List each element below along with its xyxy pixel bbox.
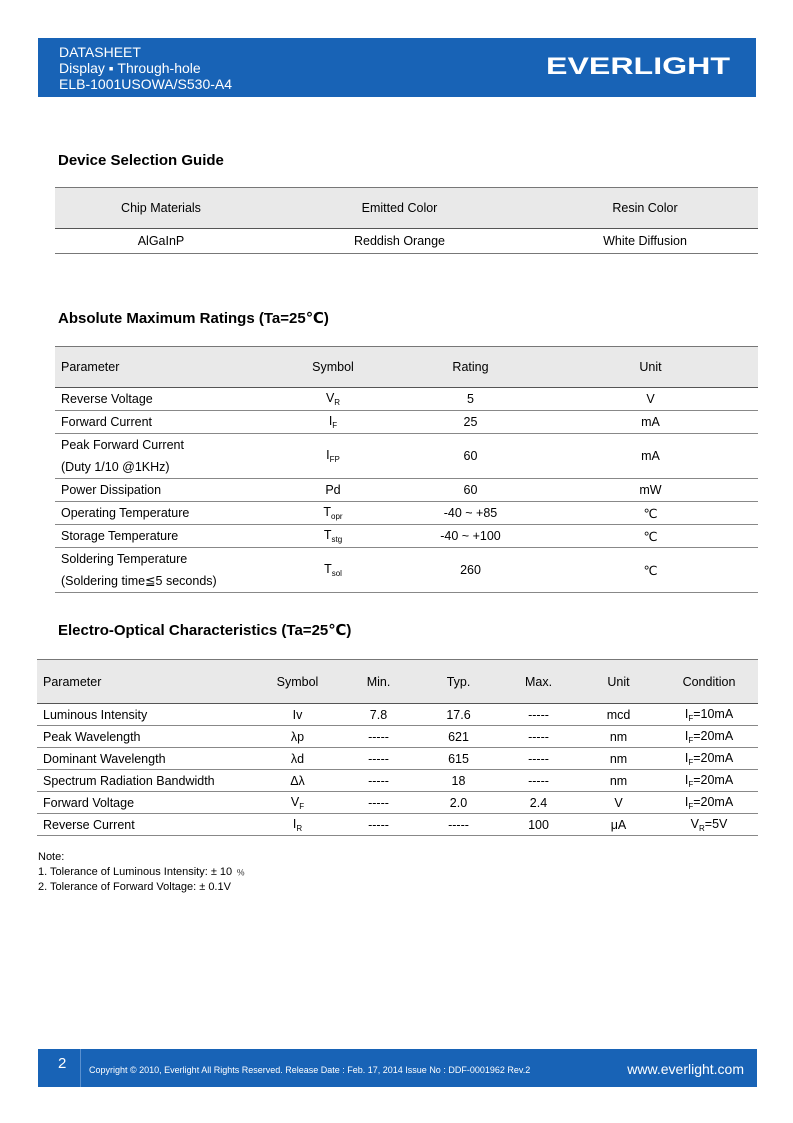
unit-cell: nm	[609, 729, 628, 744]
symbol-subscript: F	[299, 801, 305, 811]
parameter-cell	[55, 525, 268, 548]
header-min: Min.	[340, 660, 417, 704]
header-typ: Typ.	[417, 660, 500, 704]
table-row	[55, 479, 758, 502]
table-row	[55, 411, 758, 434]
parameter-cell	[55, 388, 268, 411]
table-row	[55, 548, 758, 593]
symbol-main: V	[290, 794, 300, 809]
table-row	[55, 525, 758, 548]
header-symbol: Symbol	[268, 347, 398, 388]
condition-cell	[660, 726, 758, 748]
symbol-cell	[255, 726, 340, 748]
header-max: Max.	[500, 660, 577, 704]
typ-cell: -----	[448, 817, 469, 832]
footer-divider	[80, 1049, 81, 1087]
symbol-cell	[255, 814, 340, 836]
symbol-subscript: sol	[331, 569, 342, 578]
min-cell: -----	[368, 751, 389, 766]
selection-guide-title: Device Selection Guide	[58, 152, 224, 169]
parameter-cell	[55, 479, 268, 502]
symbol-cell	[255, 704, 340, 726]
unit-cell: μA	[610, 817, 627, 832]
symbol-main: I	[292, 816, 297, 831]
symbol-main: Iv	[292, 707, 303, 722]
condition-value: =20mA	[693, 750, 734, 765]
min-cell: -----	[368, 773, 389, 788]
parameter-cell	[55, 411, 268, 434]
parameter-name: Forward Current	[61, 415, 152, 429]
condition-main: I	[684, 794, 689, 809]
parameter-cell	[55, 434, 268, 479]
parameter-cell: Dominant Wavelength	[43, 751, 166, 766]
rating-cell: 260	[460, 563, 481, 577]
symbol-subscript: R	[296, 823, 303, 833]
resin-color-value: White Diffusion	[603, 234, 687, 248]
condition-value: =5V	[704, 816, 728, 831]
header-symbol: Symbol	[255, 660, 340, 704]
symbol-main: V	[325, 391, 335, 405]
condition-subscript: F	[688, 735, 694, 745]
header-emitted-color: Emitted Color	[267, 188, 532, 229]
header-parameter: Parameter	[55, 347, 268, 388]
condition-cell	[660, 748, 758, 770]
rating-cell: 60	[463, 483, 478, 497]
min-cell: 7.8	[369, 707, 388, 722]
unit-cell: mA	[641, 415, 660, 429]
parameter-name: Power Dissipation	[61, 483, 162, 497]
symbol-subscript: stg	[331, 535, 343, 544]
note-1: 1. Tolerance of Luminous Intensity: ± 10 ﹪	[38, 866, 247, 878]
header-chip-materials: Chip Materials	[55, 188, 267, 229]
symbol-cell	[268, 434, 398, 479]
unit-cell: V	[614, 795, 623, 810]
max-cell: -----	[528, 751, 549, 766]
copyright-text: Copyright © 2010, Everlight All Rights Reserved. Release Date : Feb. 17, 2014 Issue No : DDF-0001962 Rev.2	[89, 1065, 531, 1075]
parameter-cell	[55, 502, 268, 525]
min-cell: -----	[368, 729, 389, 744]
table-row	[37, 814, 758, 836]
condition-subscript: F	[688, 779, 694, 789]
parameter-cell: Luminous Intensity	[43, 707, 148, 722]
header-unit: Unit	[543, 347, 758, 388]
symbol-main: λd	[290, 751, 305, 766]
typ-cell: 17.6	[446, 707, 471, 722]
chip-material-value: AlGaInP	[137, 234, 185, 248]
eo-title: Electro-Optical Characteristics (Ta=25℃)	[58, 622, 352, 639]
symbol-subscript: R	[334, 398, 341, 407]
condition-main: I	[684, 772, 689, 787]
symbol-cell	[255, 770, 340, 792]
unit-cell: ℃	[643, 563, 658, 578]
condition-subscript: R	[698, 823, 705, 833]
table-row	[37, 704, 758, 726]
parameter-name: Reverse Voltage	[61, 392, 153, 406]
condition-main: I	[684, 706, 689, 721]
website-link[interactable]: www.everlight.com	[627, 1061, 744, 1077]
parameter-cell	[55, 548, 268, 593]
abs-max-table	[55, 346, 758, 593]
unit-cell: mcd	[606, 707, 631, 722]
symbol-main: T	[323, 505, 332, 519]
typ-cell: 615	[448, 751, 469, 766]
unit-cell: nm	[609, 773, 628, 788]
table-row	[55, 434, 758, 479]
emitted-color-value: Reddish Orange	[353, 234, 446, 248]
symbol-cell	[268, 479, 398, 502]
product-category: Display ▪ Through-hole	[59, 60, 201, 76]
symbol-main: T	[323, 528, 332, 542]
symbol-main: I	[326, 448, 330, 462]
max-cell: -----	[528, 773, 549, 788]
symbol-cell	[268, 525, 398, 548]
condition-main: I	[684, 750, 689, 765]
typ-cell: 2.0	[449, 795, 468, 810]
condition-main: V	[690, 816, 699, 831]
parameter-cell: Forward Voltage	[43, 795, 135, 810]
condition-cell	[660, 814, 758, 836]
condition-value: =10mA	[693, 706, 734, 721]
condition-value: =20mA	[693, 728, 734, 743]
parameter-name: Soldering Temperature	[61, 552, 188, 566]
unit-cell: mA	[641, 449, 660, 463]
condition-value: =20mA	[693, 772, 734, 787]
symbol-cell	[268, 502, 398, 525]
doc-type: DATASHEET	[59, 44, 141, 60]
unit-cell: nm	[609, 751, 628, 766]
page-footer	[38, 1049, 757, 1087]
header-rating: Rating	[398, 347, 543, 388]
note-2: 2. Tolerance of Forward Voltage: ± 0.1V	[38, 881, 231, 893]
table-row	[55, 388, 758, 411]
page-number: 2	[58, 1055, 67, 1072]
symbol-subscript: F	[332, 421, 338, 430]
parameter-name: Operating Temperature	[61, 506, 190, 520]
symbol-main: I	[328, 414, 333, 428]
header-unit: Unit	[577, 660, 660, 704]
condition-main: I	[684, 728, 689, 743]
parameter-name: Peak Forward Current	[61, 438, 184, 452]
condition-value: =20mA	[693, 794, 734, 809]
condition-cell	[660, 704, 758, 726]
parameter-cell: Reverse Current	[43, 817, 135, 832]
symbol-main: T	[324, 562, 332, 576]
header-condition: Condition	[660, 660, 758, 704]
rating-cell: 5	[467, 392, 474, 406]
table-row	[37, 726, 758, 748]
rating-cell: 25	[463, 415, 478, 429]
eo-table	[37, 659, 758, 836]
symbol-subscript: FP	[329, 455, 340, 464]
condition-cell	[660, 792, 758, 814]
condition-subscript: F	[688, 713, 694, 723]
symbol-cell	[268, 411, 398, 434]
typ-cell: 18	[451, 773, 466, 788]
parameter-name: Storage Temperature	[61, 529, 179, 543]
part-number: ELB-1001USOWA/S530-A4	[59, 76, 233, 92]
page-header	[38, 38, 756, 97]
unit-cell: V	[646, 392, 655, 406]
parameter-note: (Duty 1/10 @1KHz)	[61, 460, 170, 474]
max-cell: -----	[528, 707, 549, 722]
symbol-cell	[255, 748, 340, 770]
notes-title: Note:	[38, 851, 65, 863]
min-cell: -----	[368, 795, 389, 810]
everlight-logo	[546, 54, 732, 85]
condition-subscript: F	[688, 757, 694, 767]
unit-cell: mW	[639, 483, 662, 497]
symbol-main: λp	[290, 729, 305, 744]
table-row	[37, 792, 758, 814]
max-cell: 100	[528, 817, 549, 832]
parameter-cell: Spectrum Radiation Bandwidth	[43, 773, 215, 788]
header-resin-color: Resin Color	[532, 188, 758, 229]
selection-guide-table	[55, 187, 758, 254]
unit-cell: ℃	[643, 529, 658, 544]
parameter-note: (Soldering time≦5 seconds)	[61, 574, 217, 588]
symbol-cell	[268, 388, 398, 411]
svg-text:EVERLIGHT: EVERLIGHT	[546, 54, 731, 80]
max-cell: -----	[528, 729, 549, 744]
max-cell: 2.4	[529, 795, 548, 810]
symbol-main: Pd	[325, 483, 341, 497]
unit-cell: ℃	[643, 506, 658, 521]
table-row	[37, 770, 758, 792]
condition-cell	[660, 770, 758, 792]
rating-cell: -40 ~ +100	[440, 529, 501, 543]
symbol-cell	[255, 792, 340, 814]
parameter-cell: Peak Wavelength	[43, 729, 141, 744]
header-parameter: Parameter	[37, 660, 255, 704]
symbol-cell	[268, 548, 398, 593]
abs-max-title: Absolute Maximum Ratings (Ta=25℃)	[58, 310, 329, 327]
rating-cell: -40 ~ +85	[443, 506, 498, 520]
table-row	[55, 502, 758, 525]
min-cell: -----	[368, 817, 389, 832]
table-row	[37, 748, 758, 770]
rating-cell: 60	[463, 449, 478, 463]
typ-cell: 621	[448, 729, 469, 744]
symbol-subscript: opr	[331, 512, 343, 521]
symbol-main: Δλ	[290, 773, 305, 788]
condition-subscript: F	[688, 801, 694, 811]
